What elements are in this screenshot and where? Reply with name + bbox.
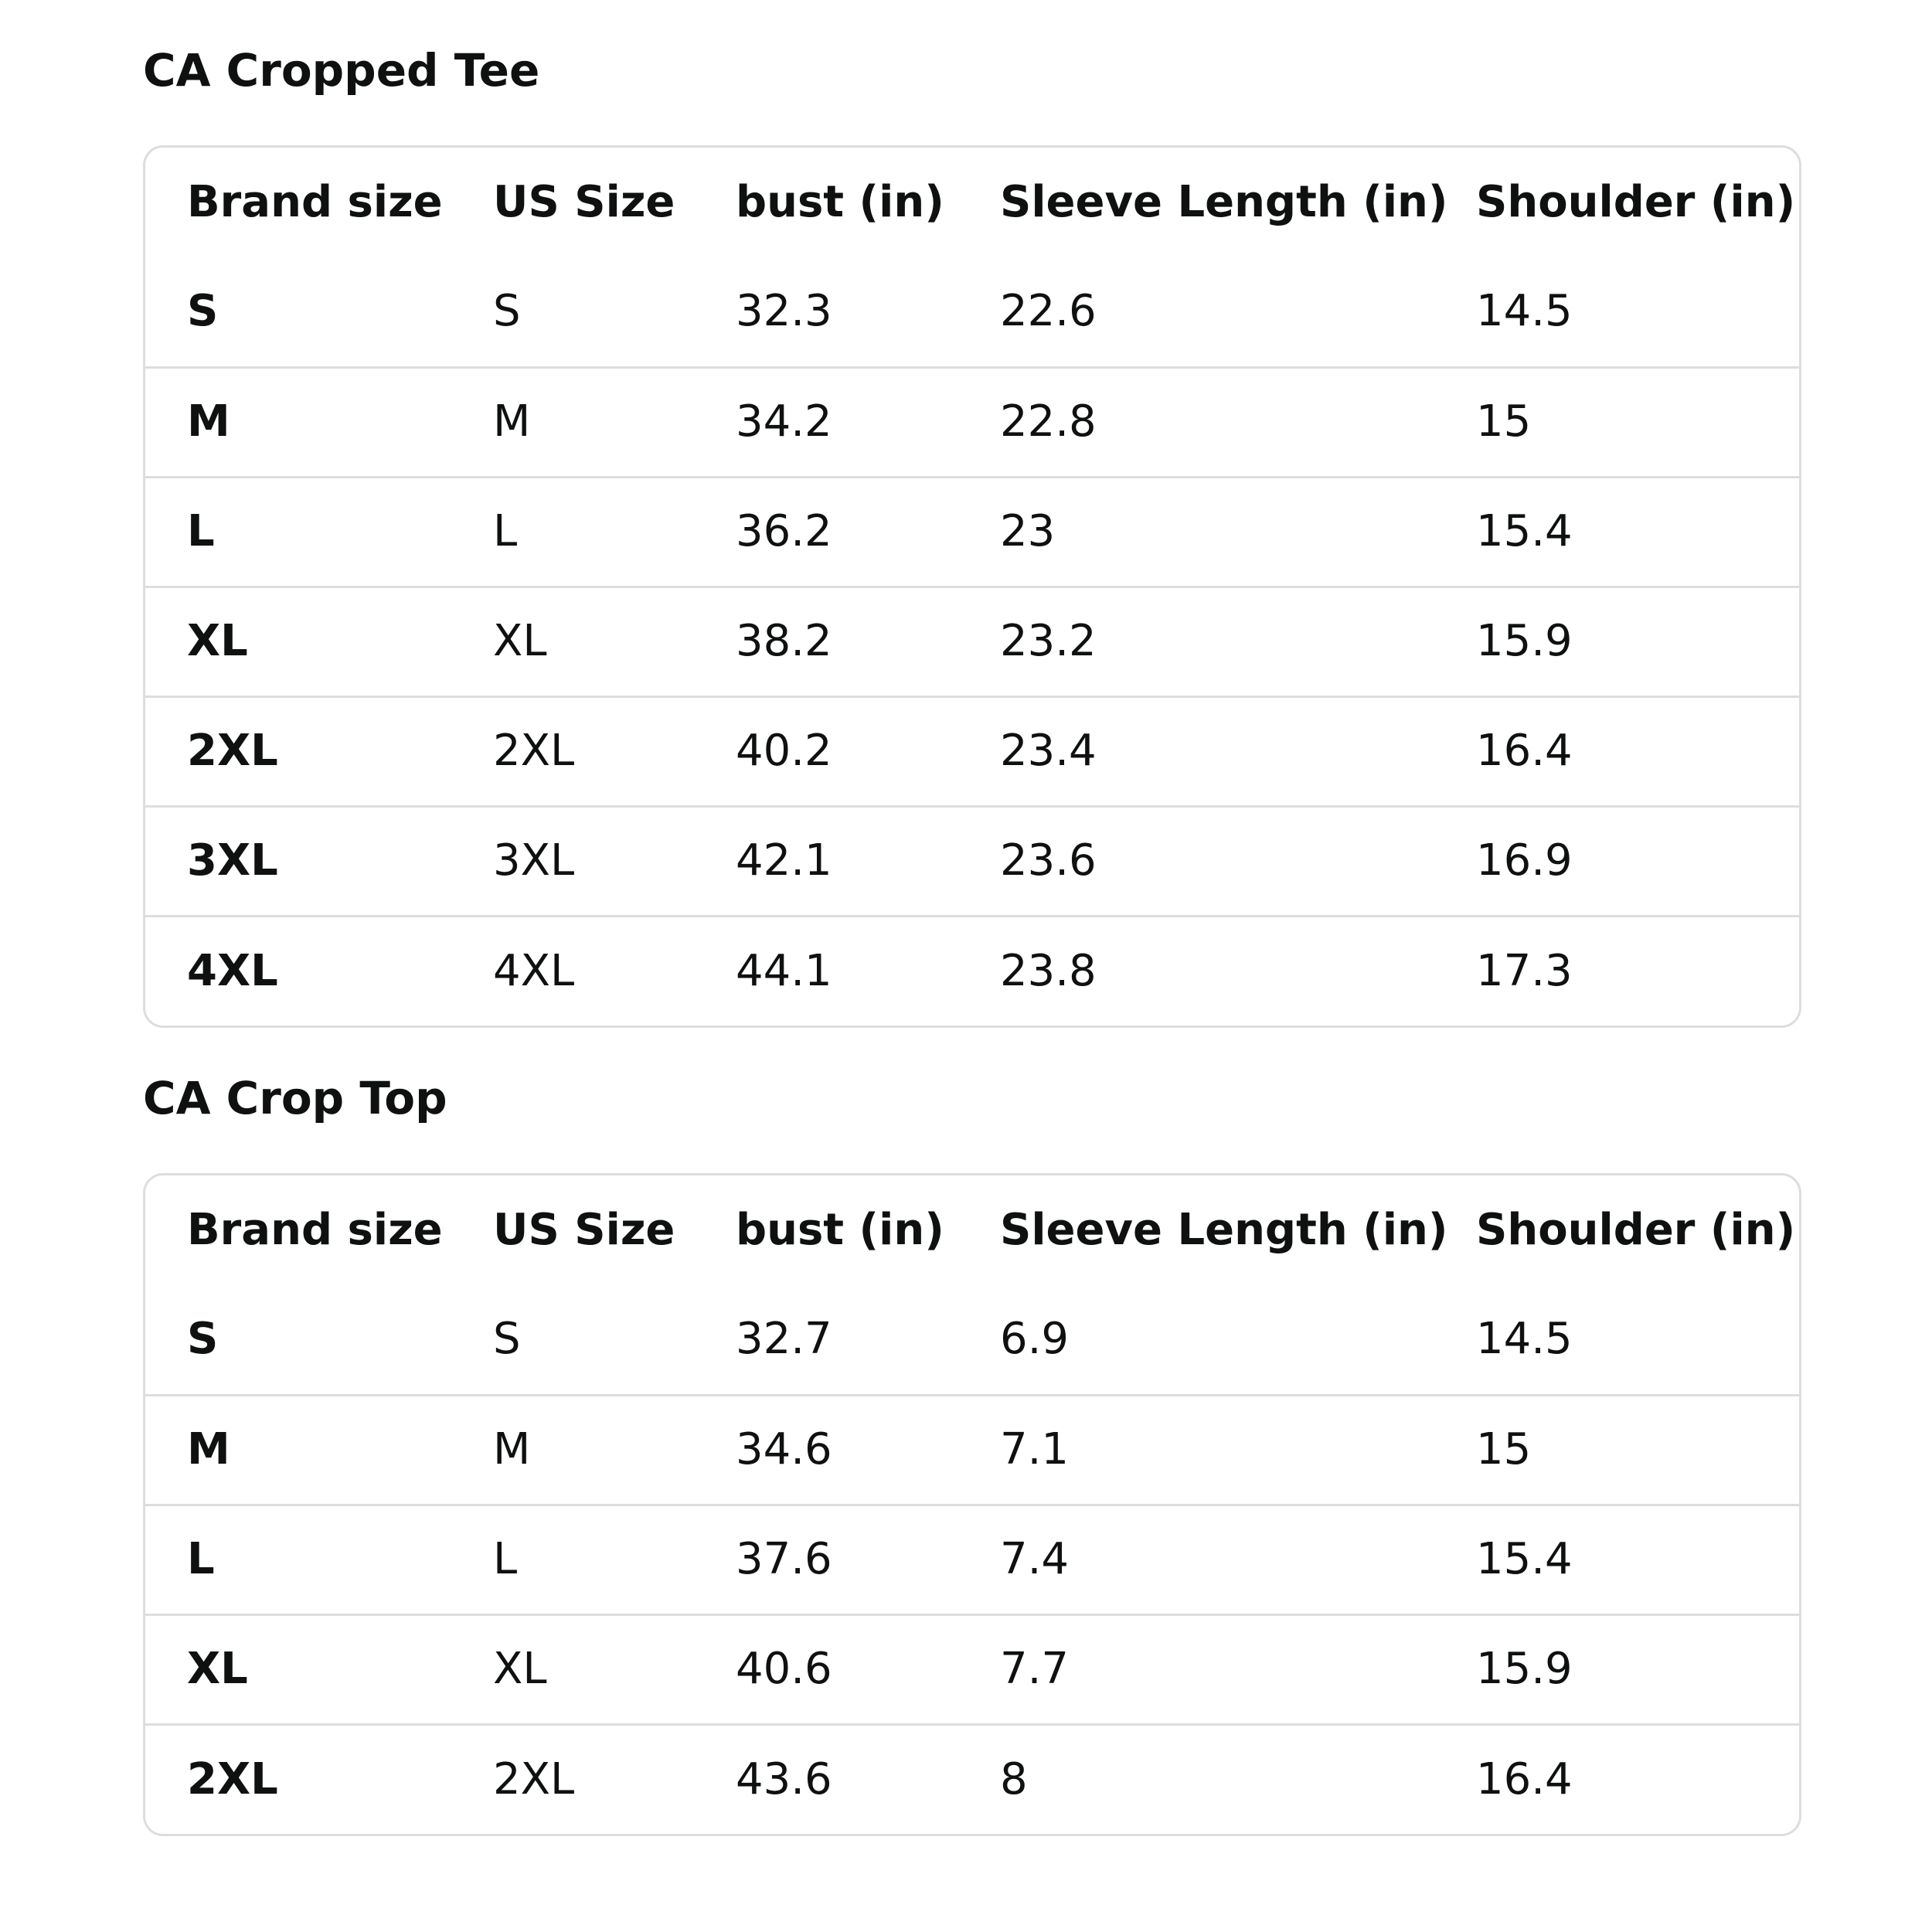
- table-cell: 2XL: [451, 696, 694, 806]
- table-row: [145, 587, 1799, 696]
- table-cell: 15: [1434, 367, 1799, 477]
- table-cell: 3XL: [451, 806, 694, 916]
- column-header: Brand size: [187, 1205, 443, 1255]
- table-row: [145, 367, 1799, 477]
- table-cell: 4XL: [145, 916, 451, 1026]
- column-header: Sleeve Length (in): [1000, 1205, 1448, 1255]
- table-cell: 7.7: [958, 1614, 1434, 1724]
- table-cell: 15.9: [1434, 1614, 1799, 1724]
- table-cell: 2XL: [145, 1724, 451, 1834]
- table-cell: 34.2: [694, 367, 958, 477]
- table-cell: 43.6: [694, 1724, 958, 1834]
- size-table-crop-top: [143, 1173, 1801, 1836]
- table-cell: 16.4: [1434, 1724, 1799, 1834]
- table-cell: 22.8: [958, 367, 1434, 477]
- column-header: US Size: [493, 177, 675, 227]
- table-cell: 34.6: [694, 1395, 958, 1505]
- table-cell: 3XL: [145, 806, 451, 916]
- table-cell: 38.2: [694, 587, 958, 696]
- column-header: US Size: [493, 1205, 675, 1255]
- table-cell: 17.3: [1434, 916, 1799, 1026]
- table-cell: 16.4: [1434, 696, 1799, 806]
- table-row: [145, 1285, 1799, 1395]
- column-header: bust (in): [736, 177, 944, 227]
- table-row: [145, 257, 1799, 367]
- table-cell: S: [187, 1314, 219, 1365]
- table-cell: 15: [1434, 1395, 1799, 1505]
- table-cell: 14.5: [1476, 286, 1573, 337]
- table-cell: 32.3: [736, 286, 832, 337]
- table-cell: 15.9: [1434, 587, 1799, 696]
- table-cell: 40.2: [694, 696, 958, 806]
- table-row: [145, 806, 1799, 916]
- table-cell: L: [145, 1505, 451, 1614]
- table-cell: 14.5: [1476, 1314, 1573, 1365]
- table-cell: 7.4: [958, 1505, 1434, 1614]
- table-row: [145, 1395, 1799, 1505]
- table-cell: 36.2: [694, 477, 958, 587]
- column-header: bust (in): [736, 1205, 944, 1255]
- table-row: [145, 1505, 1799, 1614]
- table-row: [145, 477, 1799, 587]
- table-cell: S: [493, 1314, 521, 1365]
- table-cell: M: [145, 367, 451, 477]
- table-row: [145, 696, 1799, 806]
- header-row: [145, 1175, 1799, 1285]
- table-cell: S: [493, 286, 521, 337]
- table-cell: S: [187, 286, 219, 337]
- table-cell: XL: [145, 587, 451, 696]
- table-cell: 23.6: [958, 806, 1434, 916]
- table-cell: 6.9: [1000, 1314, 1070, 1365]
- table-cell: 15.4: [1434, 477, 1799, 587]
- column-header: Shoulder (in): [1476, 1205, 1796, 1255]
- size-table-cropped-tee: [143, 145, 1801, 1028]
- table-cell: XL: [451, 1614, 694, 1724]
- table-cell: 37.6: [694, 1505, 958, 1614]
- table-cell: 8: [958, 1724, 1434, 1834]
- table-cell: L: [451, 1505, 694, 1614]
- table-cell: 22.6: [1000, 286, 1097, 337]
- column-header: Sleeve Length (in): [1000, 177, 1448, 227]
- table-cell: L: [451, 477, 694, 587]
- table-cell: XL: [145, 1614, 451, 1724]
- table-cell: M: [451, 367, 694, 477]
- table-title-cropped-tee: CA Cropped Tee: [143, 44, 540, 97]
- column-header: Brand size: [187, 177, 443, 227]
- table-cell: 7.1: [958, 1395, 1434, 1505]
- table-cell: 23.4: [958, 696, 1434, 806]
- table-row: [145, 1724, 1799, 1834]
- table-row: [145, 1614, 1799, 1724]
- table-title-crop-top: CA Crop Top: [143, 1072, 447, 1124]
- header-row: [145, 148, 1799, 257]
- table-cell: 44.1: [694, 916, 958, 1026]
- table-cell: 40.6: [694, 1614, 958, 1724]
- table-cell: M: [145, 1395, 451, 1505]
- table-cell: 23.8: [958, 916, 1434, 1026]
- table-cell: 2XL: [145, 696, 451, 806]
- table-cell: 16.9: [1434, 806, 1799, 916]
- table-cell: XL: [451, 587, 694, 696]
- table-row: [145, 916, 1799, 1026]
- table-cell: 32.7: [736, 1314, 832, 1365]
- table-cell: L: [145, 477, 451, 587]
- table-cell: 15.4: [1434, 1505, 1799, 1614]
- table-cell: 23: [958, 477, 1434, 587]
- table-cell: 42.1: [694, 806, 958, 916]
- column-header: Shoulder (in): [1476, 177, 1796, 227]
- table-cell: 4XL: [451, 916, 694, 1026]
- table-cell: M: [451, 1395, 694, 1505]
- table-cell: 23.2: [958, 587, 1434, 696]
- table-cell: 2XL: [451, 1724, 694, 1834]
